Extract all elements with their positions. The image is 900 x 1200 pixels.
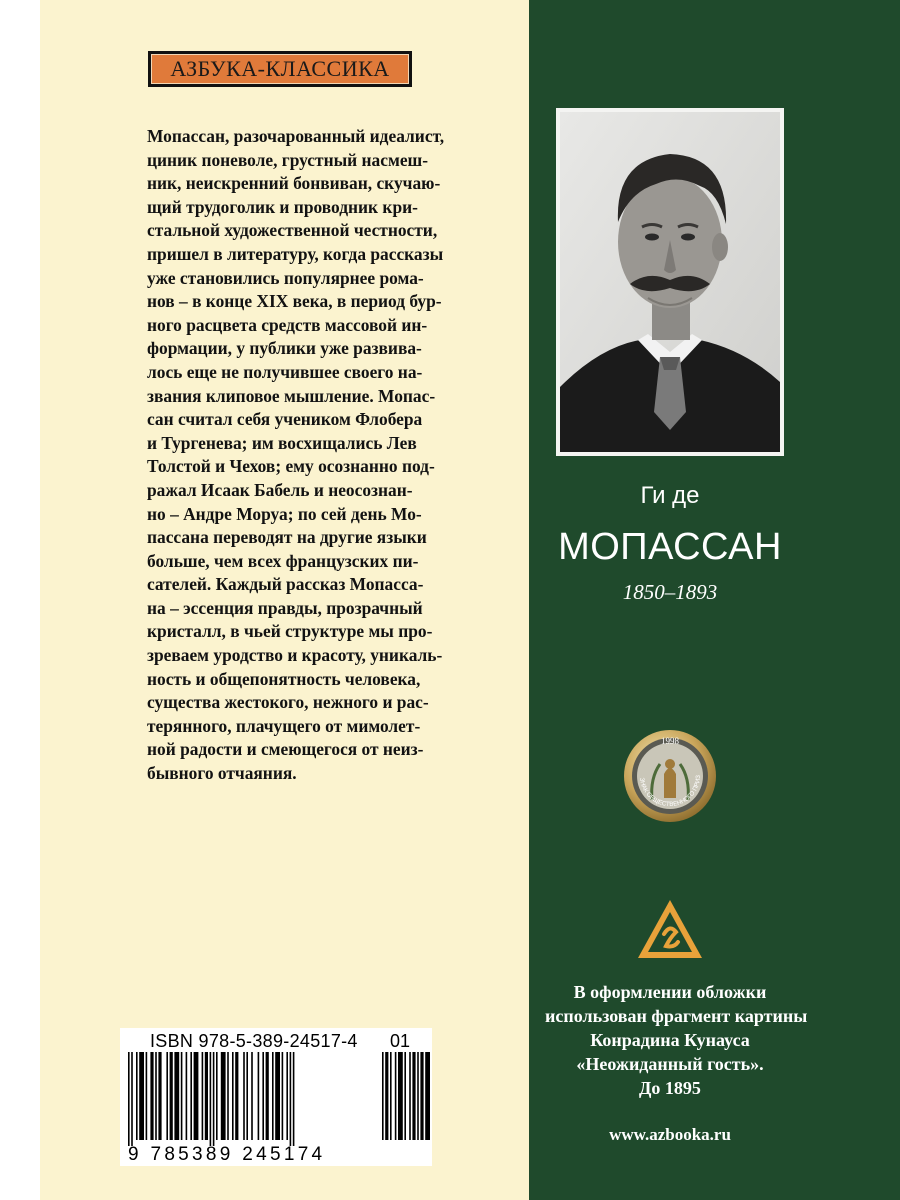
barcode-addon-bar	[395, 1052, 397, 1140]
barcode-addon-bar	[382, 1052, 384, 1140]
barcode-bar	[128, 1052, 130, 1146]
credits-line: «Неожиданный гость».	[576, 1054, 764, 1074]
barcode-addon-bar	[420, 1052, 423, 1140]
cover-credits	[545, 980, 808, 1100]
barcode-bar	[293, 1052, 295, 1146]
annotation-line: ной радости и смеющегося от неиз-	[147, 739, 424, 760]
annotation-line: кристалл, в чьей структуре мы про-	[147, 621, 433, 642]
annotation-line: уже становились популярнее рома-	[147, 267, 424, 288]
isbn-addon: 01	[390, 1031, 411, 1051]
annotation-line: щий трудоголик и проводник кри-	[147, 196, 418, 217]
isbn-barcode	[120, 1028, 432, 1166]
barcode-addon-bar	[412, 1052, 415, 1140]
barcode-bar	[227, 1052, 229, 1140]
barcode-bar	[275, 1052, 280, 1140]
annotation-line: сателей. Каждый рассказ Мопасса-	[147, 574, 424, 595]
barcode-bar	[286, 1052, 288, 1140]
barcode-bar	[131, 1052, 133, 1146]
annotation-line: существа жестокого, нежного и рас-	[147, 692, 429, 713]
author-years: 1850–1893	[622, 580, 718, 604]
annotation-line: лось еще не получившее своего на-	[147, 361, 423, 382]
barcode-bar	[186, 1052, 188, 1140]
series-badge	[148, 51, 412, 87]
barcode-bar	[146, 1052, 148, 1140]
annotation-line: терянного, плачущего от мимолет-	[147, 715, 421, 736]
barcode-addon-bar	[417, 1052, 419, 1140]
barcode-addon-bar	[409, 1052, 411, 1140]
annotation-line: циник поневоле, грустный насмеш-	[147, 149, 429, 170]
annotation-line: сан считал себя учеником Флобера	[147, 409, 423, 430]
author-portrait	[556, 108, 784, 456]
barcode-bar	[266, 1052, 269, 1140]
annotation-line: Толстой и Чехов; ему осознанно под-	[147, 456, 435, 477]
azbuka-logo-icon	[636, 898, 704, 960]
barcode-bar	[190, 1052, 192, 1140]
annotation-line: и Тургенева; им восхищались Лев	[147, 432, 417, 453]
annotation-line: ражал Исаак Бабель и неосознан-	[147, 479, 413, 500]
annotation-line: бывного отчаяния.	[147, 763, 297, 784]
author-first-name: Ги де	[640, 482, 700, 509]
credits-line: Конрадина Кунауса	[590, 1030, 750, 1050]
annotation-line: на – эссенция правды, прозрачный	[147, 597, 423, 618]
barcode-bar	[251, 1052, 253, 1140]
isbn-number: ISBN 978-5-389-24517-4	[150, 1031, 358, 1051]
annotation-line: зреваем уродство и красоту, уникаль-	[147, 645, 443, 666]
barcode-bar	[136, 1052, 138, 1140]
annotation-line: ного расцвета средств массовой ин-	[147, 314, 428, 335]
medal-icon	[622, 728, 718, 824]
barcode-digits: 9 785389 245174	[128, 1144, 326, 1165]
annotation-line: звания клиповое мышление. Мопас-	[147, 385, 436, 406]
barcode-bar	[155, 1052, 157, 1140]
barcode-bar	[246, 1052, 248, 1140]
annotation-line: пассана переводят на другие языки	[147, 527, 427, 548]
annotation-line: пришел в литературу, когда рассказы	[147, 243, 444, 264]
annotation-line: больше, чем всех французских пи-	[147, 550, 419, 571]
barcode-bar	[194, 1052, 199, 1140]
annotation-line: но – Андре Моруа; по сей день Мо-	[147, 503, 422, 524]
barcode-bar	[166, 1052, 168, 1140]
barcode-bar	[282, 1052, 284, 1140]
barcode-bar	[181, 1052, 183, 1140]
credits-line: До 1895	[639, 1078, 701, 1098]
barcode-bar	[205, 1052, 208, 1140]
annotation-line: Мопассан, разочарованный идеалист,	[147, 126, 445, 146]
barcode-bar	[158, 1052, 161, 1140]
barcode-bar	[210, 1052, 212, 1146]
barcode-addon-bar	[398, 1052, 403, 1140]
credits-line: В оформлении обложки	[573, 982, 767, 1002]
annotation-line: нов – в конце XIX века, в период бур-	[147, 291, 442, 312]
barcode-bar	[213, 1052, 215, 1146]
medal-ring-text: ЗНАК ОБЩЕСТВЕННОГО ПРИЗ	[638, 774, 703, 809]
barcode-bar	[170, 1052, 173, 1140]
barcode-bar	[221, 1052, 226, 1140]
barcode-addon-bar	[425, 1052, 430, 1140]
barcode-bar	[235, 1052, 238, 1140]
barcode-bar	[174, 1052, 179, 1140]
barcode-bar	[243, 1052, 245, 1140]
barcode-bar	[216, 1052, 218, 1140]
barcode-bar	[262, 1052, 264, 1140]
barcode-bar	[202, 1052, 204, 1140]
annotation-line: формации, у публики уже развива-	[147, 338, 422, 359]
barcode-addon-bar	[385, 1052, 388, 1140]
portrait-photo-icon	[560, 112, 780, 452]
barcode-addon-bar	[404, 1052, 406, 1140]
annotation-line: ник, неискренний бонвиван, скучаю-	[147, 173, 441, 194]
series-label: АЗБУКА-КЛАССИКА	[151, 54, 409, 84]
barcode-bar	[272, 1052, 274, 1140]
barcode-bar	[139, 1052, 144, 1140]
barcode-addon-bar	[390, 1052, 392, 1140]
barcode-bars-icon	[120, 1052, 432, 1146]
barcode-bar	[150, 1052, 153, 1140]
barcode-bar	[232, 1052, 234, 1140]
annotation-line: ность и общепонятность человека,	[147, 668, 421, 689]
annotation-text	[147, 125, 445, 786]
credits-line: использован фрагмент картины	[545, 1006, 808, 1026]
author-last-name: МОПАССАН	[558, 526, 782, 568]
medal-year: 1998	[661, 736, 679, 746]
barcode-bar	[258, 1052, 260, 1140]
barcode-bar	[290, 1052, 292, 1146]
annotation-line: стальной художественной честности,	[147, 220, 438, 241]
website-link[interactable]: www.azbooka.ru	[609, 1125, 731, 1144]
